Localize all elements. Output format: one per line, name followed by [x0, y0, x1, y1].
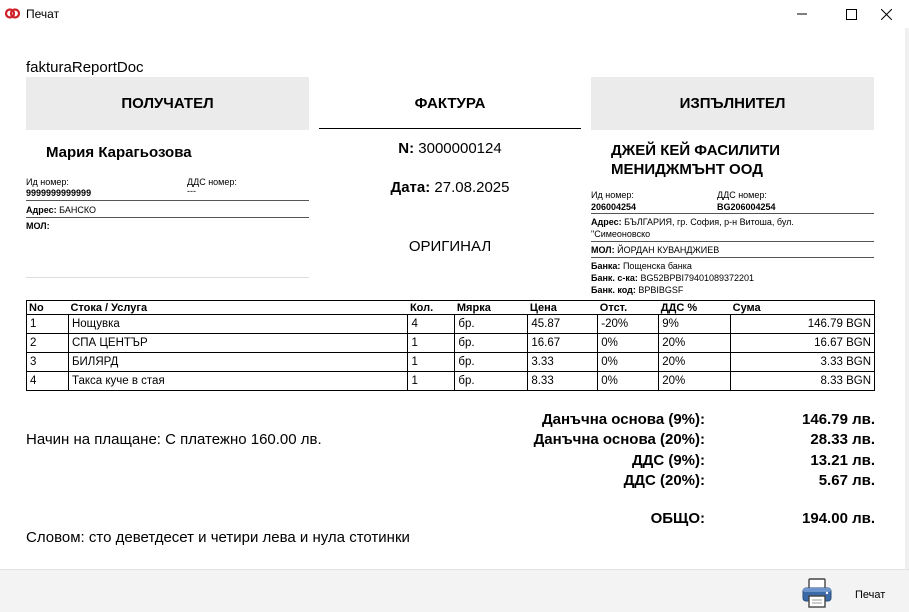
table-cell: Нощувка	[68, 315, 407, 334]
print-button-label[interactable]: Печат	[855, 589, 886, 601]
minimize-button[interactable]	[779, 0, 825, 28]
table-cell: 8.33	[528, 372, 598, 391]
table-cell: бр.	[455, 372, 528, 391]
invoice-date-label: Дата:	[390, 179, 431, 196]
contractor-mol	[591, 245, 719, 255]
grand-total-value: 194.00 лв.	[802, 510, 875, 527]
divider	[26, 277, 309, 278]
table-cell: бр.	[455, 334, 528, 353]
column-header: Стока / Услуга	[68, 301, 407, 315]
recipient-vat-value: ---	[187, 186, 196, 196]
footer-bar	[0, 569, 909, 612]
contractor-bank-label: Банка:	[591, 261, 621, 271]
recipient-id-value: 9999999999999	[26, 188, 92, 198]
invoice-date-value: 27.08.2025	[434, 179, 510, 196]
column-header: Отст.	[598, 301, 659, 315]
contractor-bank-code	[591, 285, 683, 295]
total-value: 146.79 лв.	[802, 411, 875, 428]
table-cell: бр.	[455, 353, 528, 372]
recipient-address-label: Адрес:	[26, 205, 57, 215]
contractor-bank-code-value: BPBIBGSF	[638, 285, 684, 295]
table-cell: 3.33	[528, 353, 598, 372]
contractor-bank-code-label: Банк. код:	[591, 285, 636, 295]
divider	[591, 213, 874, 214]
table-cell: 0%	[598, 353, 659, 372]
contractor-bank-value: Пощенска банка	[622, 261, 692, 271]
table-row	[27, 315, 875, 334]
table-cell: СПА ЦЕНТЪР	[68, 334, 407, 353]
table-row	[27, 334, 875, 353]
table-cell: 20%	[659, 353, 731, 372]
table-cell: 0%	[598, 334, 659, 353]
table-cell: 0%	[598, 372, 659, 391]
table-cell: 4	[27, 372, 69, 391]
table-cell: 20%	[659, 372, 731, 391]
table-cell: 146.79 BGN	[731, 315, 875, 334]
table-cell: 1	[27, 315, 69, 334]
window-title: Печат	[26, 7, 60, 21]
contractor-id-value: 206004254	[591, 202, 637, 212]
title-bar	[0, 0, 909, 28]
recipient-mol-label: МОЛ:	[26, 221, 50, 231]
report-name: fakturaReportDoc	[26, 59, 144, 76]
payment-method: Начин на плащане: С платежно 160.00 лв.	[26, 431, 322, 448]
recipient-header: ПОЛУЧАТЕЛ	[26, 77, 309, 130]
column-header: ДДС %	[659, 301, 731, 315]
table-cell: 1	[408, 372, 455, 391]
table-row	[27, 353, 875, 372]
contractor-bank	[591, 261, 692, 271]
amount-in-words: Словом: сто деветдесет и четири лева и нула стотинки	[26, 529, 410, 546]
table-cell: 4	[408, 315, 455, 334]
contractor-address-line2: "Симеоновско	[591, 229, 651, 239]
table-cell: 3.33 BGN	[731, 353, 875, 372]
scrollbar[interactable]	[905, 28, 909, 569]
contractor-address-label: Адрес:	[591, 217, 622, 227]
table-cell: 20%	[659, 334, 731, 353]
invoice-number	[319, 140, 581, 157]
table-row	[27, 372, 875, 391]
minimize-icon	[797, 9, 807, 19]
total-label: ДДС (9%):	[631, 452, 705, 469]
table-cell: 45.87	[528, 315, 598, 334]
app-logo-icon	[5, 8, 20, 19]
divider	[591, 257, 874, 258]
contractor-name: ДЖЕЙ КЕЙ ФАСИЛИТИ МЕНИДЖМЪНТ ООД	[611, 142, 781, 178]
invoice-header-rule	[319, 128, 581, 129]
column-header: Цена	[528, 301, 598, 315]
contractor-account-value: BG52BPBI79401089372201	[640, 273, 755, 283]
divider	[591, 241, 874, 242]
column-header: Сума	[731, 301, 875, 315]
table-cell: 3	[27, 353, 69, 372]
total-value: 5.67 лв.	[818, 472, 875, 489]
table-cell: бр.	[455, 315, 528, 334]
table-header-row	[27, 301, 875, 315]
divider	[26, 200, 309, 201]
column-header: No	[27, 301, 69, 315]
contractor-account	[591, 273, 754, 283]
invoice-original-mark: ОРИГИНАЛ	[408, 238, 492, 255]
table-cell: 2	[27, 334, 69, 353]
recipient-address	[26, 205, 96, 215]
total-label: Данъчна основа (20%):	[533, 431, 705, 448]
invoice-header: ФАКТУРА	[414, 95, 486, 112]
column-header: Кол.	[408, 301, 455, 315]
total-label: ДДС (20%):	[623, 472, 705, 489]
invoice-date	[319, 179, 581, 196]
recipient-name: Мария Карагьозова	[46, 144, 192, 161]
items-table	[26, 300, 875, 391]
table-cell: Такса куче в стая	[68, 372, 407, 391]
contractor-header: ИЗПЪЛНИТЕЛ	[591, 77, 874, 130]
total-value: 28.33 лв.	[810, 431, 875, 448]
recipient-id-label: Ид номер:	[26, 177, 69, 187]
recipient-vat-label: ДДС номер:	[187, 177, 237, 187]
invoice-number-value: 3000000124	[418, 140, 502, 157]
close-button[interactable]	[863, 0, 909, 28]
total-value: 13.21 лв.	[810, 452, 875, 469]
divider	[26, 217, 309, 218]
table-cell: 1	[408, 334, 455, 353]
contractor-id-label: Ид номер:	[591, 190, 634, 200]
maximize-icon	[846, 9, 857, 20]
table-cell: 1	[408, 353, 455, 372]
recipient-address-value: БАНСКО	[59, 205, 96, 215]
invoice-number-label: N:	[398, 140, 415, 157]
table-cell: 8.33 BGN	[731, 372, 875, 391]
contractor-account-label: Банк. с-ка:	[591, 273, 638, 283]
table-cell: -20%	[598, 315, 659, 334]
column-header: Мярка	[455, 301, 528, 315]
printer-icon[interactable]	[801, 577, 833, 609]
contractor-mol-label: МОЛ:	[591, 245, 615, 255]
table-cell: 16.67 BGN	[731, 334, 875, 353]
contractor-address-line1: БЪЛГАРИЯ, гр. София, р-н Витоша, бул.	[624, 217, 794, 227]
contractor-vat-value: BG206004254	[717, 202, 776, 212]
contractor-vat-label: ДДС номер:	[717, 190, 767, 200]
close-icon	[881, 9, 892, 20]
table-cell: 9%	[659, 315, 731, 334]
contractor-mol-value: ЙОРДАН КУВАНДЖИЕВ	[617, 245, 720, 255]
table-cell: БИЛЯРД	[68, 353, 407, 372]
contractor-address	[591, 217, 794, 227]
total-label: Данъчна основа (9%):	[541, 411, 705, 428]
grand-total-label: ОБЩО:	[650, 510, 705, 527]
table-cell: 16.67	[528, 334, 598, 353]
